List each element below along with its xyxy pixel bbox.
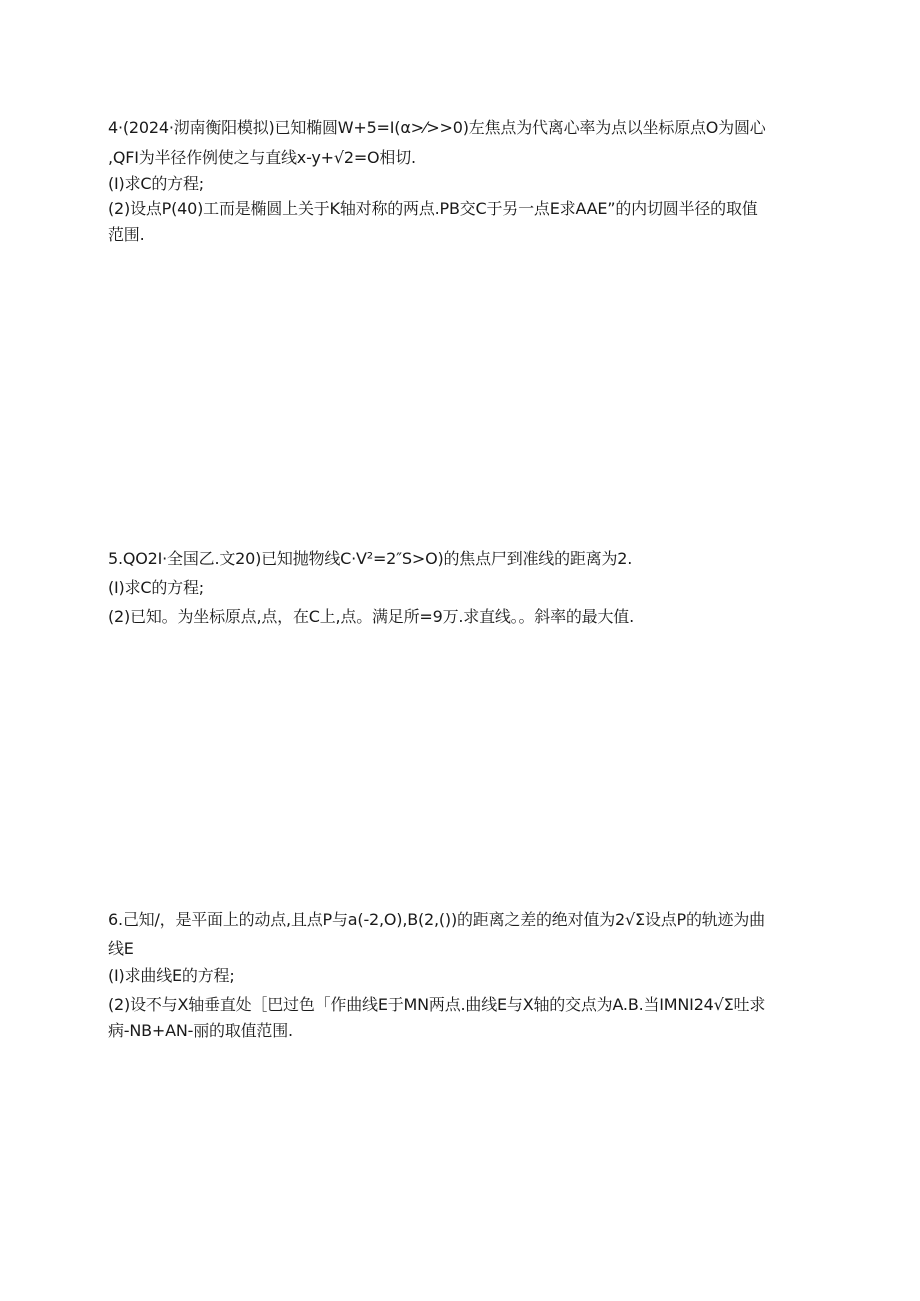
problem-4-line-1: 4·(2024·沏南衡阳模拟)已知椭圆W+5=I(α>⁄>>0)左焦点为代离心率为点以坐标原点O为圆心 (108, 118, 766, 137)
problem-5-line-1: 5.QO2I·全国乙.文20)已知抛物线C·V²=2″S>O)的焦点尸到准线的距离为2. (108, 549, 633, 568)
problem-6-part-2: (2)设不与X轴垂直处［巴过色「作曲线E于MN两点.曲线E与X轴的交点为A.B.当IMNI24√Σ吐求 (108, 995, 766, 1014)
problem-4-line-2: ,QFI为半径作例使之与直线x-y+√2=O相切. (108, 148, 416, 167)
problem-4-part-2: (2)设点P(40)工而是椭圆上关于K轴对称的两点.PB交C于另一点E求AAE”的内切圆半径的取值 (108, 199, 758, 218)
problem-5-part-1: (I)求C的方程; (108, 578, 204, 597)
problem-5-part-2: (2)已知。为坐标原点,点，在C上,点。满足所=9万.求直线。。斜率的最大值. (108, 607, 634, 626)
problem-4-part-1: (I)求C的方程; (108, 174, 204, 193)
problem-6-part-2-cont: 病-NB+AN-丽的取值范围. (108, 1021, 293, 1040)
problem-6-line-1: 6.己知/，是平面上的动点,且点P与a(-2,O),B(2,())的距离之差的绝对值为2√Σ设点P的轨迹为曲 (108, 910, 765, 929)
problem-6-line-2: 线E (108, 939, 134, 958)
problem-6-part-1: (I)求曲线E的方程; (108, 966, 235, 985)
problem-4-part-2-cont: 范围. (108, 225, 145, 244)
